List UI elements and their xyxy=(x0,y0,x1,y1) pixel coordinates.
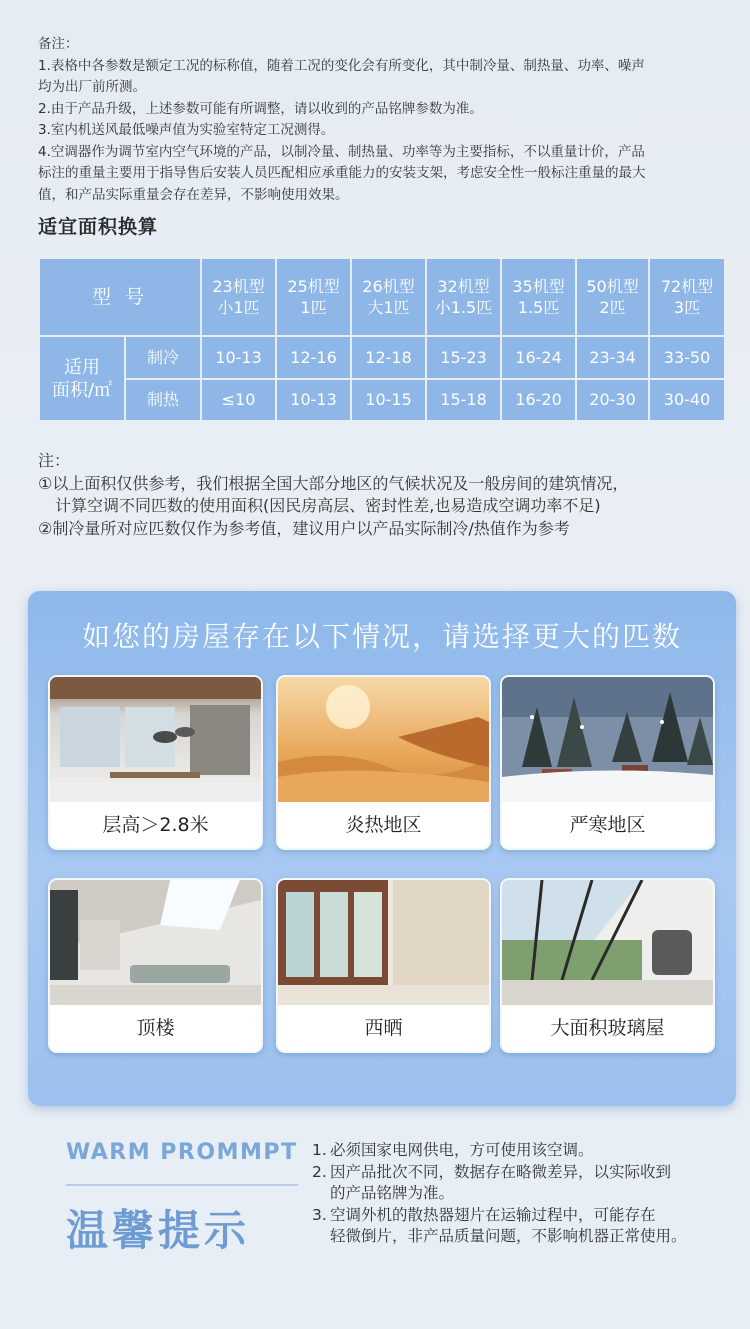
table-row xyxy=(40,337,724,377)
table-cell: 23-34 xyxy=(577,337,648,377)
glass-house-image xyxy=(502,880,713,1005)
model-cell: 50机型 2匹 xyxy=(577,259,648,335)
card-label: 大面积玻璃屋 xyxy=(502,1005,713,1051)
table-cell: 10-13 xyxy=(277,380,350,420)
model-cell: 23机型 小1匹 xyxy=(202,259,275,335)
card-west-sun xyxy=(276,878,491,1053)
card-label: 严寒地区 xyxy=(502,802,713,848)
attic-room-image xyxy=(50,880,261,1005)
panel-title: 如您的房屋存在以下情况，请选择更大的匹数 xyxy=(81,620,682,653)
table-cell: 16-24 xyxy=(502,337,575,377)
card-cold-region xyxy=(500,675,715,850)
notes-heading: 备注： xyxy=(38,36,79,52)
sunny-window-room-image xyxy=(278,880,489,1005)
list-item: 1. 必须国家电网供电，方可使用该空调。 xyxy=(312,1141,594,1159)
table-cell: 15-23 xyxy=(427,337,500,377)
high-ceiling-room-image xyxy=(50,677,261,802)
model-cell: 35机型 1.5匹 xyxy=(502,259,575,335)
note-line: 标注的重量主要用于指导售后安装人员匹配相应承重能力的安装支架，考虑安全性一般标注重量的最大 xyxy=(38,165,646,181)
table-cell: 20-30 xyxy=(577,380,648,420)
table-cell: 30-40 xyxy=(650,380,724,420)
divider xyxy=(66,1184,298,1186)
list-item: 2. 因产品批次不同，数据存在略微差异，以实际收到 的产品铭牌为准。 xyxy=(312,1162,672,1202)
table-cell: 16-20 xyxy=(502,380,575,420)
notes-mid-heading: 注： xyxy=(38,451,71,470)
area-table xyxy=(38,257,726,422)
row-group-label: 适用 面积/㎡ xyxy=(40,337,124,420)
notes-top xyxy=(38,34,718,206)
warm-prompt-cn: 温馨提示 xyxy=(66,1206,251,1255)
table-cell: 15-18 xyxy=(427,380,500,420)
table-cell: 10-13 xyxy=(202,337,275,377)
card-high-ceiling xyxy=(48,675,263,850)
table-header-model: 型 号 xyxy=(40,259,200,335)
card-glass-house xyxy=(500,878,715,1053)
card-hot-region xyxy=(276,675,491,850)
note-line: 4.空调器作为调节室内空气环境的产品，以制冷量、制热量、功率等为主要指标，不以重量计价，产品 xyxy=(38,143,645,160)
note-line: ②制冷量所对应匹数仅作为参考值，建议用户以产品实际制冷/热值作为参考 xyxy=(38,518,570,538)
card-label: 炎热地区 xyxy=(278,802,489,848)
warm-prompt-list xyxy=(312,1140,732,1248)
note-line: 计算空调不同匹数的使用面积(因民房高层、密封性差,也易造成空调功率不足) xyxy=(55,496,601,515)
table-cell: 33-50 xyxy=(650,337,724,377)
desert-image xyxy=(278,677,489,802)
notes-mid xyxy=(38,450,728,540)
row-label-heating: 制热 xyxy=(126,380,200,420)
table-row xyxy=(40,380,724,420)
table-cell: 12-16 xyxy=(277,337,350,377)
snow-village-image xyxy=(502,677,713,802)
table-cell: ≤10 xyxy=(202,380,275,420)
warm-prompt-en: WARM PROMMPT xyxy=(66,1140,298,1165)
note-line: 均为出厂前所测。 xyxy=(38,79,146,95)
model-cell: 26机型 大1匹 xyxy=(352,259,425,335)
note-line: 1.表格中各参数是额定工况的标称值，随着工况的变化会有所变化，其中制冷量、制热量、功率、噪声 xyxy=(38,57,645,74)
note-line: 值，和产品实际重量会存在差异，不影响使用效果。 xyxy=(38,186,349,203)
model-cell: 32机型 小1.5匹 xyxy=(427,259,500,335)
note-line: ①以上面积仅供参考，我们根据全国大部分地区的气候状况及一般房间的建筑情况， xyxy=(38,473,629,493)
card-label: 层高＞2.8米 xyxy=(50,802,261,848)
card-label: 顶楼 xyxy=(50,1005,261,1051)
table-cell: 12-18 xyxy=(352,337,425,377)
card-label: 西晒 xyxy=(278,1005,489,1051)
bigger-capacity-panel xyxy=(28,591,736,1106)
note-line: 3.室内机送风最低噪声值为实验室特定工况测得。 xyxy=(38,122,335,138)
model-cell: 72机型 3匹 xyxy=(650,259,724,335)
note-line: 2.由于产品升级，上述参数可能有所调整，请以收到的产品铭牌参数为准。 xyxy=(38,100,483,117)
card-top-floor xyxy=(48,878,263,1053)
list-item: 3. 空调外机的散热器翅片在运输过程中，可能存在 轻微倒片，非产品质量问题，不影响机器正常使用。 xyxy=(312,1205,687,1245)
row-label-cooling: 制冷 xyxy=(126,337,200,377)
model-cell: 25机型 1匹 xyxy=(277,259,350,335)
section-title: 适宜面积换算 xyxy=(38,216,159,238)
table-cell: 10-15 xyxy=(352,380,425,420)
